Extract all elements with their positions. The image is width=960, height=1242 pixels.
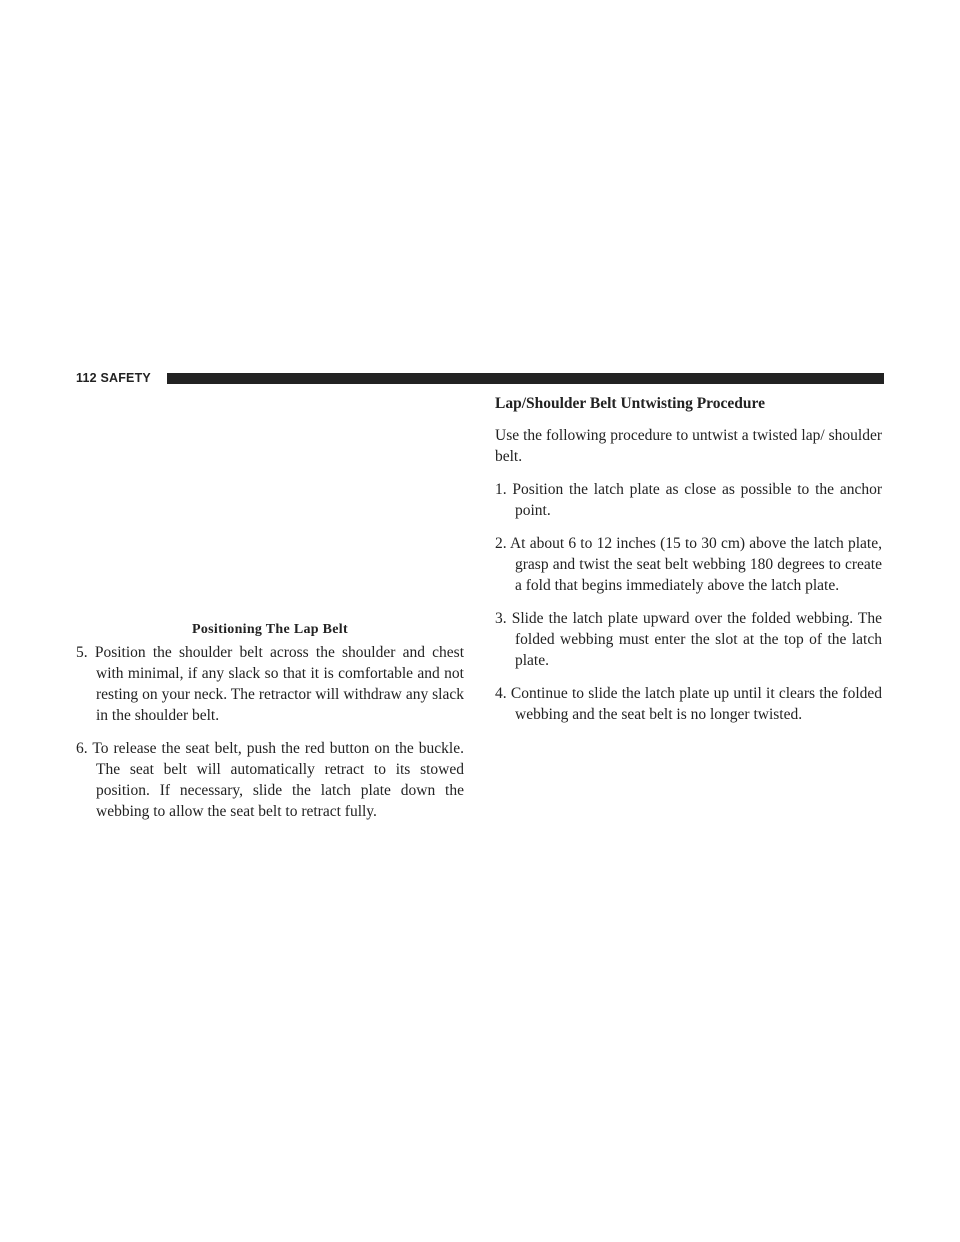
list-item-text: Slide the latch plate upward over the folded webbing. The folded webbing must enter the slot at the top of the latch plate.: [511, 610, 882, 669]
list-item: [495, 608, 882, 671]
list-item: [76, 738, 464, 822]
list-item-number: 6.: [76, 740, 88, 757]
figure-caption: Positioning The Lap Belt: [192, 622, 348, 637]
list-item-number: 2.: [495, 535, 507, 552]
list-item-text: Continue to slide the latch plate up until it clears the folded webbing and the seat belt is no longer twisted.: [510, 685, 883, 723]
header-rule: [167, 373, 884, 384]
list-item: [495, 533, 882, 596]
page-header: [76, 370, 884, 388]
list-item-number: 4.: [495, 685, 507, 702]
list-item-number: 1.: [495, 481, 507, 498]
list-item-text: At about 6 to 12 inches (15 to 30 cm) above the latch plate, grasp and twist the seat belt webbing 180 degrees to create a fold that begins immediately above the latch plate.: [509, 535, 882, 594]
figure-image-area: [76, 392, 464, 616]
intro-paragraph: Use the following procedure to untwist a twisted lap/ shoulder belt.: [495, 427, 882, 465]
page-number-section: 112 SAFETY: [76, 371, 151, 385]
list-item: [495, 683, 882, 725]
list-item-number: 3.: [495, 610, 507, 627]
list-item-number: 5.: [76, 644, 88, 661]
list-item: [76, 642, 464, 726]
list-item-text: To release the seat belt, push the red button on the buckle. The seat belt will automatically retract to its stowed position. If necessary, slide the latch plate down the webbing to allow the seat belt to retract fully.: [92, 740, 464, 820]
right-column: [495, 393, 882, 737]
list-item-text: Position the shoulder belt across the shoulder and chest with minimal, if any slack so that it is comfortable and not resting on your neck. The retractor will withdraw any slack in the shoulder belt.: [94, 644, 464, 724]
left-column: [76, 642, 464, 834]
section-heading: Lap/Shoulder Belt Untwisting Procedure: [495, 395, 765, 412]
list-item: [495, 479, 882, 521]
list-item-text: Position the latch plate as close as possible to the anchor point.: [512, 481, 882, 519]
